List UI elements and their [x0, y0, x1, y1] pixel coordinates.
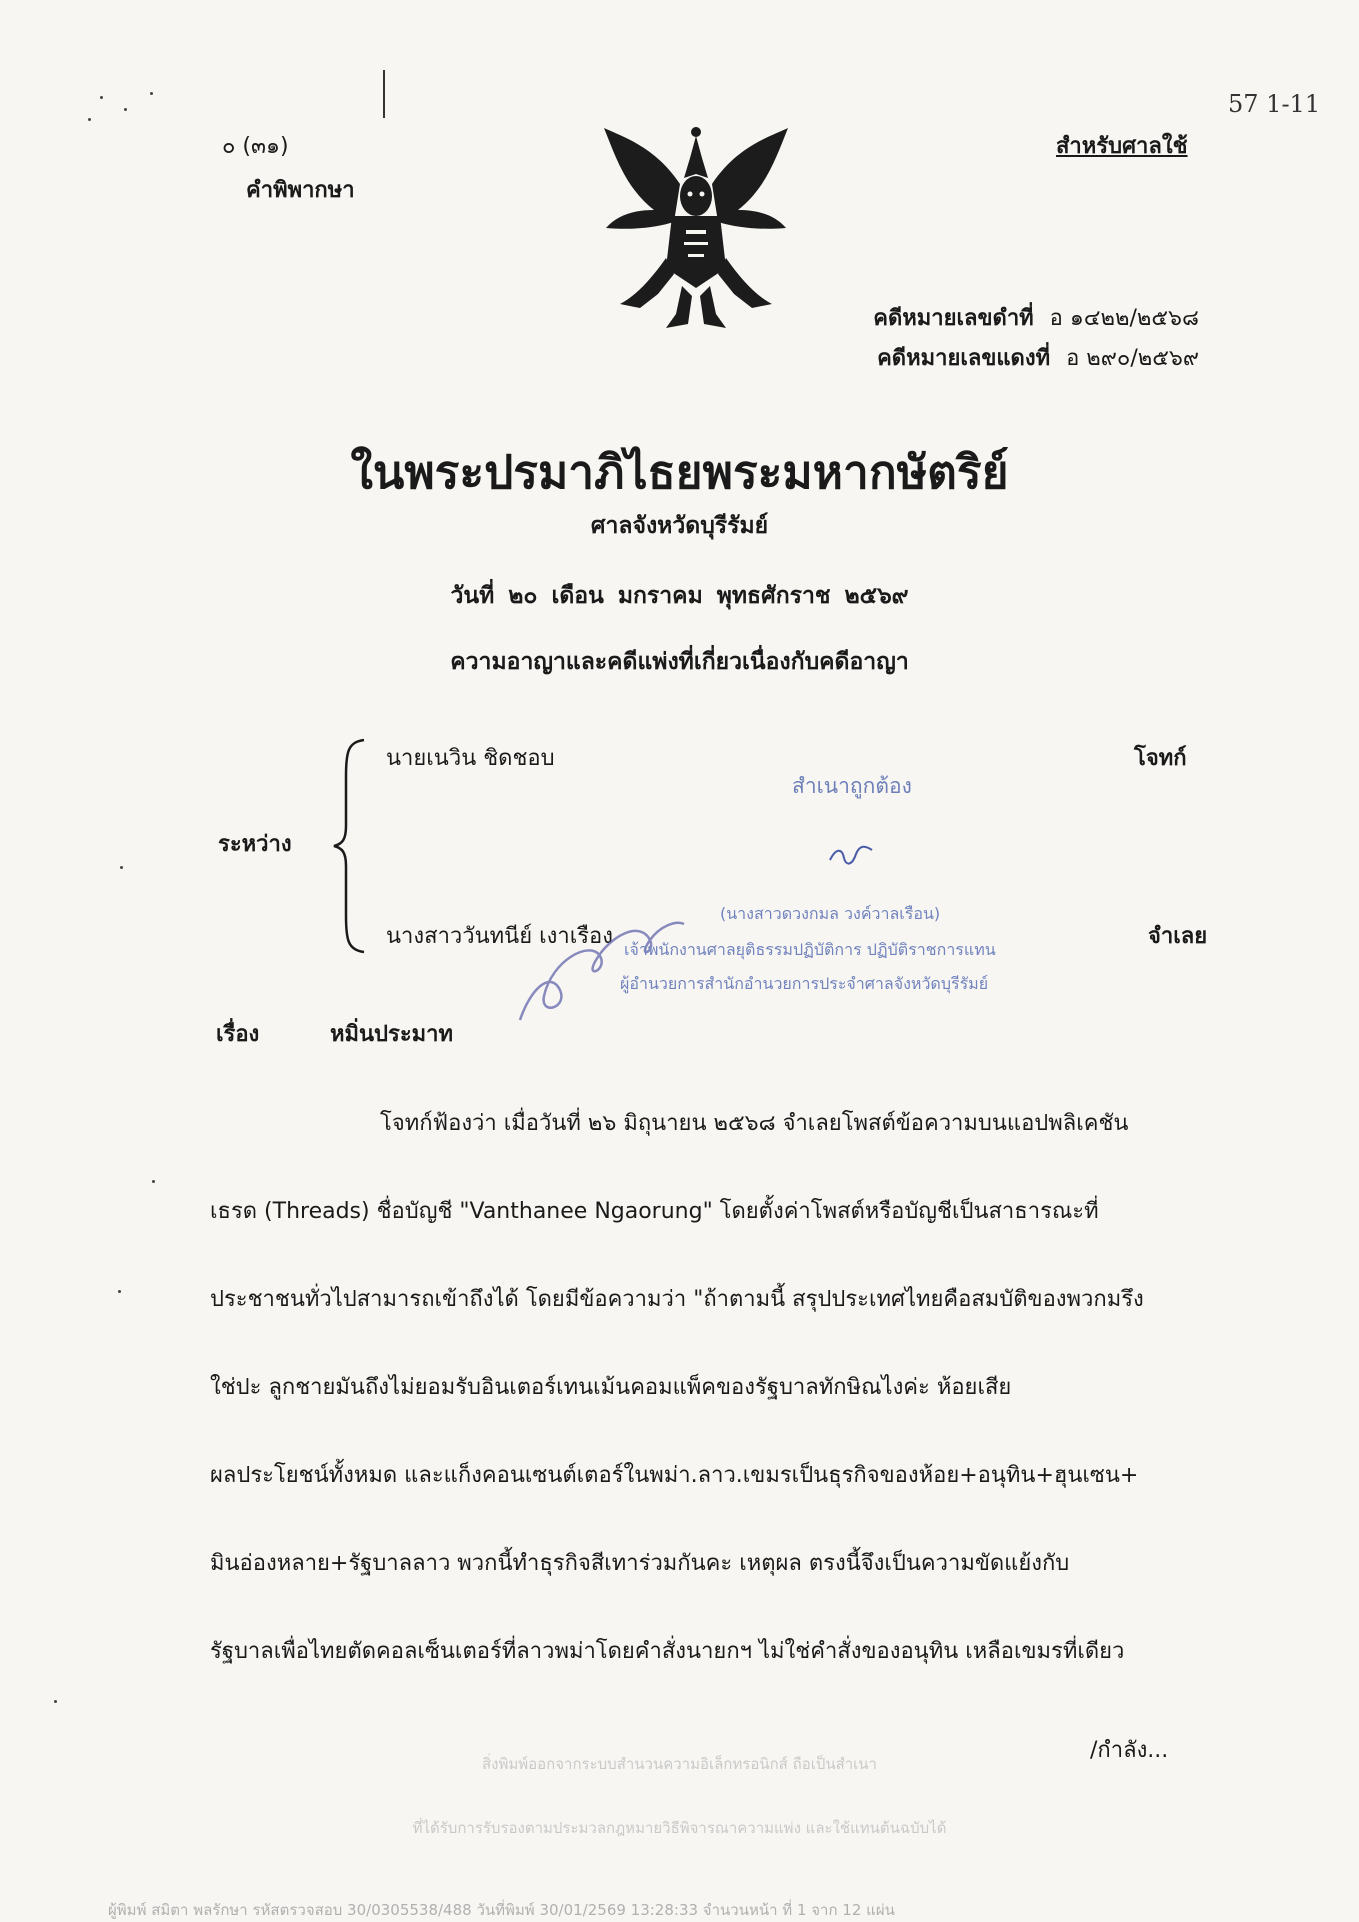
- red-case-number: [877, 340, 1199, 375]
- red-case-value: อ ๒๙๐/๒๕๖๙: [1066, 346, 1199, 371]
- subject-label: เรื่อง: [216, 1022, 260, 1047]
- body-line: ประชาชนทั่วไปสามารถเข้าถึงได้ โดยมีข้อความว่า "ถ้าตามนี้ สรุปประเทศไทยคือสมบัติของพวกมรึง: [210, 1287, 1144, 1312]
- defendant-role: จำเลย: [1148, 924, 1208, 949]
- form-code: ๐ (๓๑): [222, 134, 289, 159]
- body-line: ใช่ปะ ลูกชายมันถึงไม่ยอมรับอินเตอร์เทนเม้นคอมแพ็คของรัฐบาลทักษิณไงค่ะ ห้อยเสีย: [210, 1375, 1012, 1400]
- body-line: รัฐบาลเพื่อไทยตัดคอลเซ็นเตอร์ที่ลาวพม่าโดยคำสั่งนายกฯ ไม่ใช่คำสั่งของอนุทิน เหลือเขมรที่เดียว: [210, 1639, 1125, 1664]
- certifying-official-name: (นางสาวดวงกมล วงค์วาลเรือน): [720, 904, 941, 923]
- body-line: โจทก์ฟ้องว่า เมื่อวันที่ ๒๖ มิถุนายน ๒๕๖๘ จำเลยโพสต์ข้อความบนแอปพลิเคชัน: [380, 1111, 1129, 1136]
- margin-rule: [383, 70, 385, 118]
- curly-brace-icon: [330, 736, 370, 960]
- signature-icon: [826, 840, 876, 874]
- scan-speck: [120, 866, 123, 869]
- black-case-value: อ ๑๔๒๒/๒๕๖๘: [1049, 306, 1199, 331]
- royal-title: ในพระปรมาภิไธยพระมหากษัตริย์: [350, 445, 1009, 499]
- body-line: ผลประโยชน์ทั้งหมด และแก็งคอนเซนต์เตอร์ในพม่า.ลาว.เขมรเป็นธุรกิจของห้อย+อนุทิน+ฮุนเซน+: [210, 1463, 1139, 1488]
- for-court-use-label: สำหรับศาลใช้: [1056, 134, 1188, 159]
- scan-speck: [88, 118, 91, 121]
- red-case-label: คดีหมายเลขแดงที่: [877, 346, 1051, 371]
- certified-copy-stamp: สำเนาถูกต้อง: [792, 774, 912, 798]
- scan-speck: [118, 1290, 121, 1293]
- garuda-emblem-icon: [596, 118, 796, 342]
- judgment-date: วันที่ ๒๐ เดือน มกราคม พุทธศักราช ๒๕๖๙: [450, 583, 909, 609]
- scan-speck: [124, 108, 127, 111]
- certifying-official-position: เจ้าพนักงานศาลยุติธรรมปฏิบัติการ ปฏิบัติราชการแทน: [624, 940, 996, 959]
- scan-speck: [150, 92, 153, 95]
- document-type: คำพิพากษา: [246, 178, 355, 203]
- plaintiff-name: นายเนวิน ชิดชอบ: [386, 746, 555, 771]
- black-case-number: [873, 300, 1199, 335]
- certifying-official-office: ผู้อำนวยการสำนักอำนวยการประจำศาลจังหวัดบุรีรัมย์: [620, 974, 989, 993]
- subject-value: หมิ่นประมาท: [330, 1022, 453, 1047]
- scan-speck: [152, 1180, 155, 1183]
- case-type: ความอาญาและคดีแพ่งที่เกี่ยวเนื่องกับคดีอาญา: [450, 649, 909, 675]
- footer-notice-line: สิ่งพิมพ์ออกจากระบบสำนวนความอิเล็กทรอนิกส์ ถือเป็นสำเนา: [482, 1755, 877, 1773]
- handwritten-page-mark: 57 1-11: [1228, 90, 1321, 118]
- print-info-line: ผู้พิมพ์ สมิตา พลรักษา รหัสตรวจสอบ 30/0305538/488 วันที่พิมพ์ 30/01/2569 13:28:33 จำนวนหน้า ที่ 1 จาก 12 แผ่น: [108, 1901, 895, 1919]
- defendant-name: นางสาววันทนีย์ เงาเรือง: [386, 924, 613, 949]
- scan-speck: [54, 1700, 57, 1703]
- body-line: เธรด (Threads) ชื่อบัญชี "Vanthanee Ngaorung" โดยตั้งค่าโพสต์หรือบัญชีเป็นสาธารณะที่: [210, 1199, 1099, 1224]
- continuation-mark: /กำลัง...: [1090, 1738, 1169, 1763]
- judgment-body: [210, 1106, 1200, 1722]
- body-line: มินอ่องหลาย+รัฐบาลลาว พวกนี้ทำธุรกิจสีเทาร่วมกันคะ เหตุผล ตรงนี้จึงเป็นความขัดแย้งกับ: [210, 1551, 1070, 1576]
- black-case-label: คดีหมายเลขดำที่: [873, 306, 1034, 331]
- court-name: ศาลจังหวัดบุรีรัมย์: [590, 513, 769, 539]
- footer-notice-line: ที่ได้รับการรับรองตามประมวลกฎหมายวิธีพิจารณาความแพ่ง และใช้แทนต้นฉบับได้: [412, 1819, 947, 1837]
- plaintiff-role: โจทก์: [1134, 746, 1187, 771]
- scan-speck: [100, 96, 103, 99]
- between-label: ระหว่าง: [218, 832, 292, 857]
